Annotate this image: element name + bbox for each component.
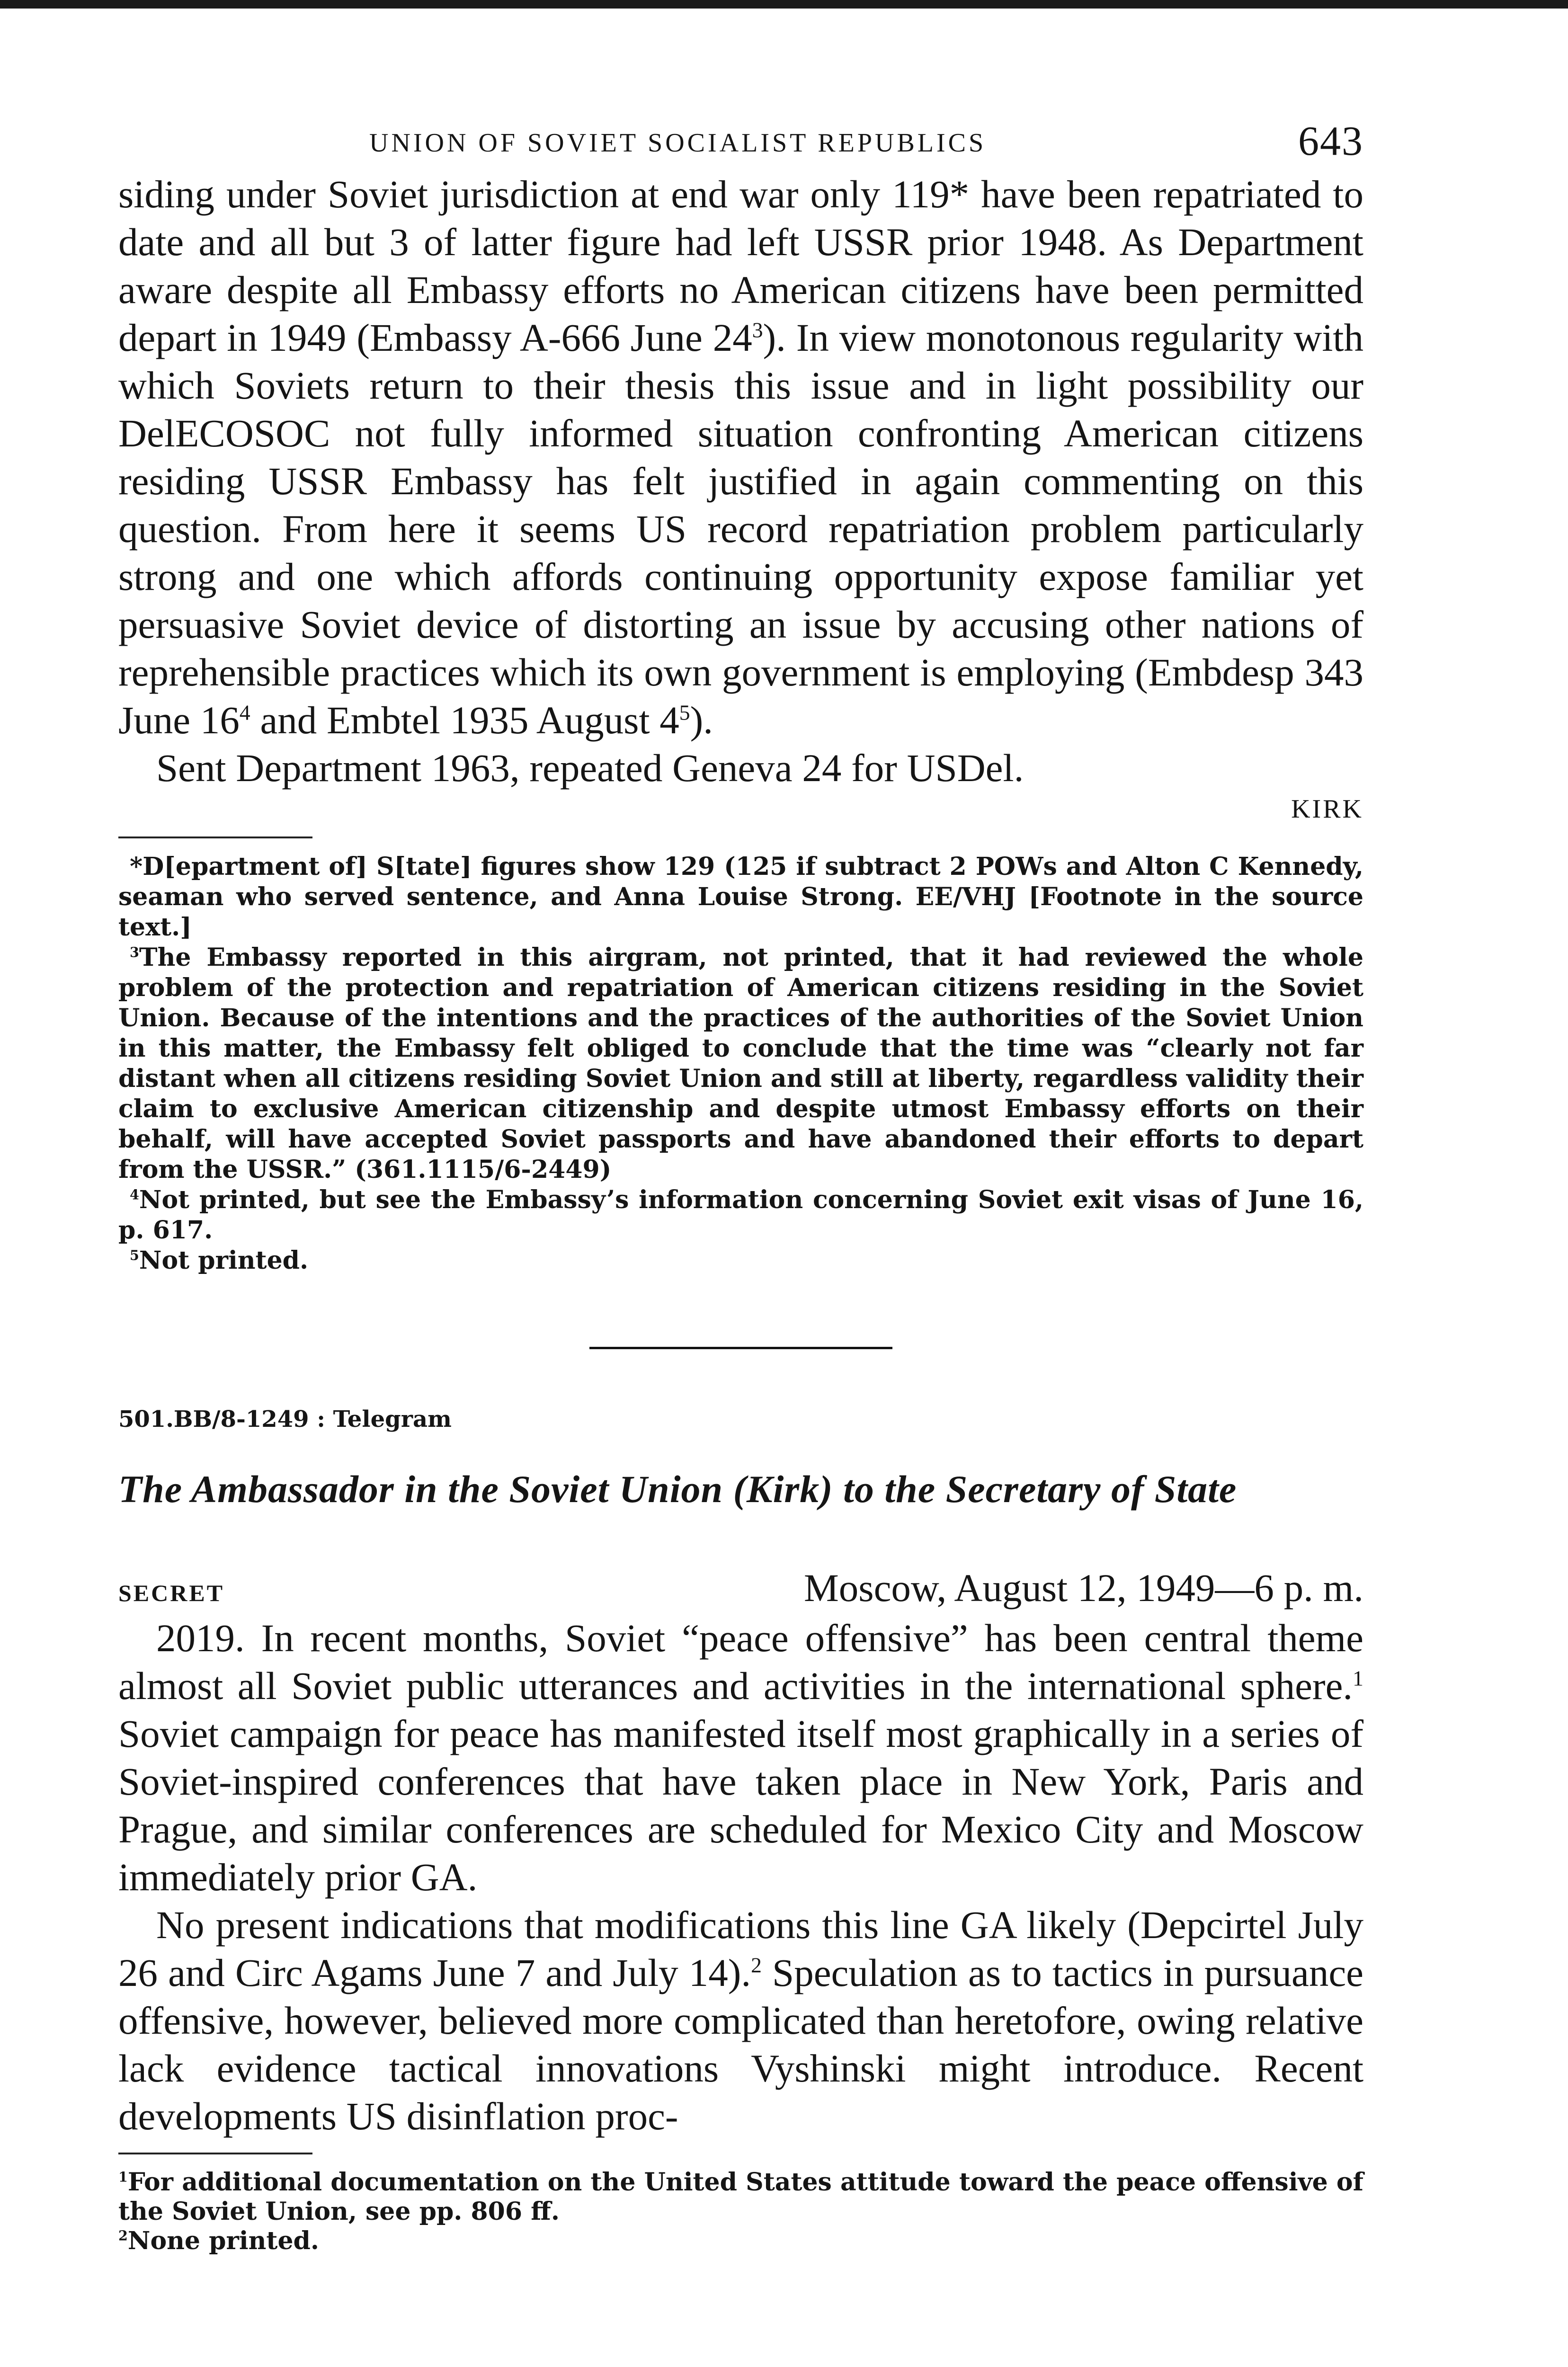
footnote-5: $^5$Not printed.	[130, 1246, 309, 1275]
dateline	[118, 1565, 1363, 1611]
footnote-ref: 1	[1353, 1666, 1363, 1691]
page-number: 643	[1298, 118, 1363, 164]
footnotes-block-1	[118, 852, 1363, 1276]
running-head	[118, 114, 1363, 170]
footnote-ref: 3	[752, 318, 763, 342]
footnote-1: $^1$For additional documentation on the United States attitude toward the peace offensive of the Soviet Union, see pp. 806 ff.	[118, 2168, 1363, 2226]
continuation-paragraph: siding under Soviet jurisdiction at end war only 119* have been repatriated to date and all but 3 of latter figure had left USSR prior 1948. As Department aware despite all Embassy efforts no American citizens have been permitted depart in 1949 (Embassy A-666 June $24^3$). In view monotonous regularity with which Soviets return to their thesis this issue and in light possibility our DelECOSOC not fully informed situation confronting American citizens residing USSR Embassy has felt justified in again commenting on this question. From here it seems US record repatriation problem particularly strong and one which affords continuing opportunity expose familiar yet persuasive Soviet device of distorting an issue by accusing other nations of reprehensible practices which its own government is employing (Embdesp 343 June $16^4$ and Embtel 1935 August $4^5$).	[118, 172, 1363, 742]
footnote-ref: 2	[751, 1953, 762, 1977]
file-reference: 501.BB/8-1249 : Telegram	[118, 1406, 452, 1433]
top-border	[0, 0, 1568, 9]
sent-line: Sent Department 1963, repeated Geneva 24 for USDel.	[156, 746, 1024, 790]
footnotes-block-2	[118, 2168, 1363, 2256]
footnote-4: $^4$Not printed, but see the Embassy’s information concerning Soviet exit visas of June 16, p. 617.	[118, 1185, 1363, 1245]
telegram-body	[118, 1614, 1363, 2140]
section-separator	[589, 1347, 892, 1349]
place-date: Moscow, August 12, 1949—6 p. m.	[803, 1566, 1363, 1610]
footnote-rule-2	[118, 2153, 312, 2154]
footnote-rule	[118, 836, 312, 838]
page	[118, 114, 1363, 2256]
running-head-title: UNION OF SOVIET SOCIALIST REPUBLICS	[369, 128, 987, 158]
document-heading: The Ambassador in the Soviet Union (Kirk) to the Secretary of State	[118, 1468, 1237, 1511]
footnote-2: $^2$None printed.	[118, 2226, 319, 2255]
footnote-ref: 4	[239, 700, 250, 725]
continuation-text	[118, 170, 1363, 792]
signature: KIRK	[1291, 794, 1363, 824]
footnote-star: *D[epartment of] S[tate] figures show 129 (125 if subtract 2 POWs and Alton C Kennedy, seaman who served sentence, and Anna Louise Strong. EE/VHJ [Footnote in the source text.]	[118, 852, 1363, 942]
telegram-paragraph-2: No present indications that modifications this line GA likely (Depcirtel July 26 and Circ Agams June 7 and July 14).$^2$ Speculation as to tactics in pursuance offensive, however, believed more complicated than heretofore, owing relative lack evidence tactical innovations Vyshinski might introduce. Recent developments US disinflation proc-	[118, 1903, 1363, 2138]
telegram-paragraph-1: 2019. In recent months, Soviet “peace offensive” has been central theme almost all Soviet public utterances and activities in the international sphere.$^1$ Soviet campaign for peace has manifested itself most graphically in a series of Soviet-inspired conferences that have taken place in New York, Paris and Prague, and similar conferences are scheduled for Mexico City and Moscow immediately prior GA.	[118, 1616, 1363, 1899]
footnote-ref: 5	[679, 700, 690, 725]
footnote-3: $^3$The Embassy reported in this airgram, not printed, that it had reviewed the whole problem of the protection and repatriation of American citizens residing in the Soviet Union. Because of the intentions and the practices of the authorities of the Soviet Union in this matter, the Embassy felt obliged to conclude that the time was “clearly not far distant when all citizens residing Soviet Union and still at liberty, regardless validity their claim to exclusive American citizenship and despite utmost Embassy efforts on their behalf, will have accepted Soviet passports and have abandoned their efforts to depart from the USSR.” (361.1115/6-2449)	[118, 943, 1363, 1184]
classification: SECRET	[118, 1580, 225, 1606]
